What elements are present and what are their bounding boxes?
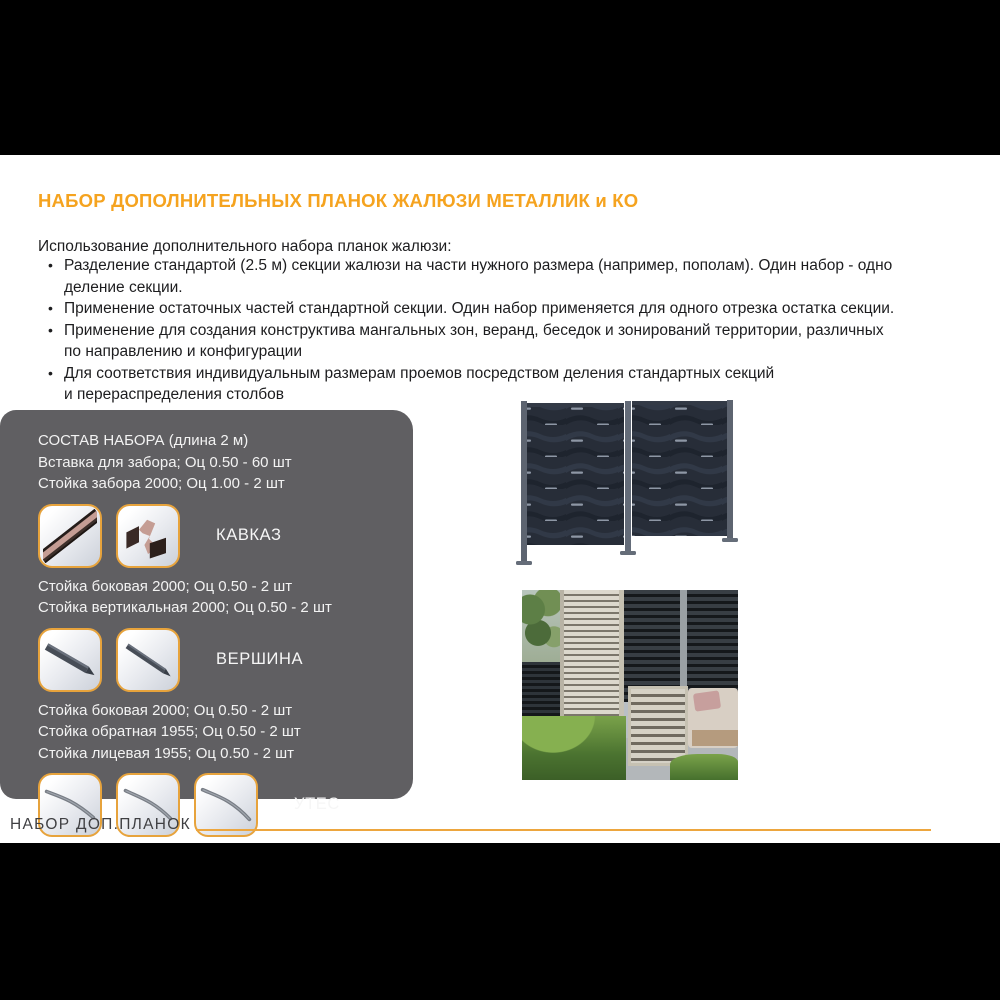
kit-composition-panel xyxy=(0,410,413,814)
fence-render-image xyxy=(514,393,746,585)
light-louver-vent-panel xyxy=(628,686,688,766)
bottom-letterbox-bar xyxy=(0,843,1000,1000)
bullet-item: • Разделение стандартой (2.5 м) секции жалюзи на части нужного размера (например, пополам). Один набор - одно деление секции. xyxy=(46,255,971,298)
kit-group-vershina-icons xyxy=(38,628,399,692)
corner-bracket-icon xyxy=(116,504,180,568)
rail-profile-icon xyxy=(38,504,102,568)
usage-bullet-list xyxy=(46,255,971,406)
kit-group-label-vershina: ВЕРШИНА xyxy=(216,649,304,668)
kit-group-kavkaz-items: Стойка боковая 2000; Оц 0.50 - 2 шт Стойка вертикальная 2000; Оц 0.50 - 2 шт xyxy=(38,577,332,616)
bullet-item: • Для соответствия индивидуальным размерам проемов посредством деления стандартных секций и перераспределения столбов xyxy=(46,363,971,406)
foliage-area xyxy=(522,590,562,668)
kit-group-label-kavkaz: КАВКАЗ xyxy=(216,525,282,544)
bullet-item: • Применение для создания конструктива мангальных зон, веранд, беседок и зонирований территории, различных по направлению и конфигурации xyxy=(46,320,971,363)
kit-group-kavkaz-icons xyxy=(38,504,399,568)
kit-group-vershina-items: Стойка боковая 2000; Оц 0.50 - 2 шт Стойка обратная 1955; Оц 0.50 - 2 шт Стойка лицевая 1955; Оц 0.50 - 2 шт xyxy=(38,701,301,762)
footer-divider-line xyxy=(196,829,931,831)
page-title: НАБОР ДОПОЛНИТЕЛЬНЫХ ПЛАНОК ЖАЛЮЗИ МЕТАЛЛИК и КО xyxy=(38,190,639,211)
grass-foreground-left xyxy=(522,716,626,780)
kit-base-items: Вставка для забора; Оц 0.50 - 60 шт Стойка забора 2000; Оц 1.00 - 2 шт xyxy=(38,453,292,492)
kit-header: СОСТАВ НАБОРА (длина 2 м) xyxy=(38,432,249,449)
top-letterbox-bar xyxy=(0,0,1000,155)
bullet-item: • Применение остаточных частей стандартной секции. Один набор применяется для одного отрезка остатка секции. xyxy=(46,298,971,320)
footer-section-label: НАБОР ДОП.ПЛАНОК xyxy=(10,816,191,833)
patio-photo-image xyxy=(522,590,738,780)
blade-strip-icon xyxy=(38,628,102,692)
sofa-pillow xyxy=(693,690,721,711)
kit-group-label-utes: УТЕС xyxy=(294,795,340,814)
thin-strip-icon xyxy=(194,773,258,837)
dark-louver-panel-left xyxy=(522,662,560,722)
intro-text: Использование дополнительного набора планок жалюзи: xyxy=(38,238,452,255)
blade-strip-icon xyxy=(116,628,180,692)
sofa-base xyxy=(692,730,738,746)
grass-foreground-right xyxy=(670,754,738,780)
